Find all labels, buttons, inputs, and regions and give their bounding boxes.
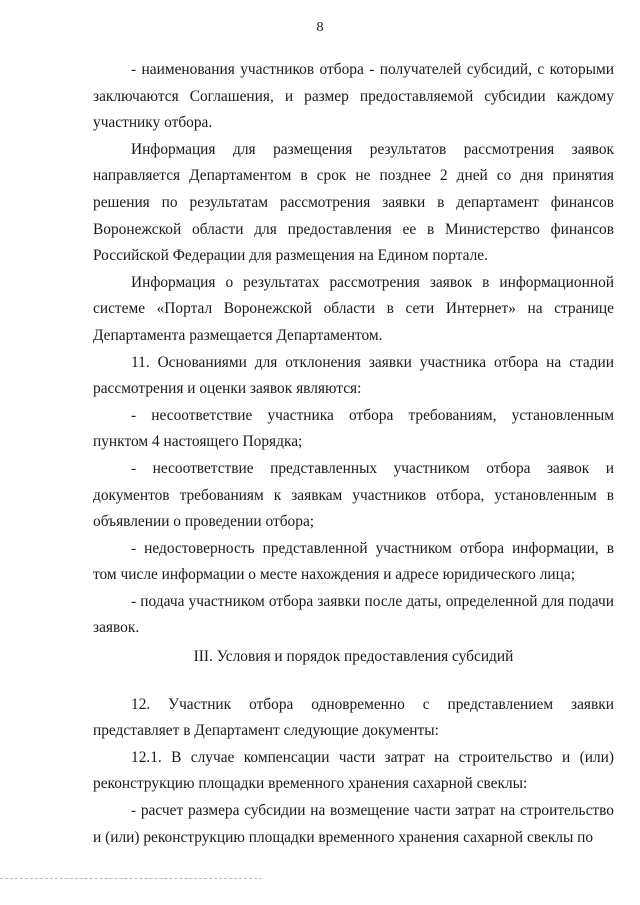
paragraph: - расчет размера субсидии на возмещение части затрат на строительство и (или) реконструкцию площадки временного хранения сахарной свеклы по bbox=[93, 802, 614, 846]
page-bottom-rule bbox=[0, 878, 262, 879]
paragraph: Информация о результатах рассмотрения заявок в информационной системе «Портал Воронежской области в сети Интернет» на странице Департамента размещается Департаментом. bbox=[93, 273, 614, 344]
paragraph: - несоответствие участника отбора требованиям, установленным пунктом 4 настоящего Порядка; bbox=[93, 406, 614, 451]
paragraph: - недостоверность представленной участником отбора информации, в том числе информации о месте нахождения и адресе юридического лица; bbox=[93, 539, 614, 584]
paragraph: 11. Основаниями для отклонения заявки участника отбора на стадии рассмотрения и оценки заявок являются: bbox=[93, 353, 614, 398]
paragraph: 12. Участник отбора одновременно с представлением заявки представляет в Департамент следующие документы: bbox=[93, 695, 614, 740]
paragraph: - несоответствие представленных участником отбора заявок и документов требованиям к заявкам участников отбора, установленным в объявлении о проведении отбора; bbox=[93, 459, 614, 531]
page-number: 8 bbox=[316, 20, 324, 35]
paragraph: - наименования участников отбора - получателей субсидий, с которыми заключаются Соглашения, и размер предоставляемой субсидии каждому участнику отбора. bbox=[93, 61, 614, 132]
paragraph: - подача участником отбора заявки после даты, определенной для подачи заявок. bbox=[93, 592, 614, 637]
paragraph: Информация для размещения результатов рассмотрения заявок направляется Департаментом в срок не позднее 2 дней со дня принятия решения по результатам рассмотрения заявки в департамент финансов Воронежской области для предоставления ее в Министерство финансов Российской Федерации для размещения на Едином портале. bbox=[93, 140, 614, 265]
document-body bbox=[93, 57, 614, 851]
section-heading: III. Условия и порядок предоставления субсидий bbox=[193, 648, 514, 666]
paragraph: 12.1. В случае компенсации части затрат на строительство и (или) реконструкцию площадки временного хранения сахарной свеклы: bbox=[93, 748, 614, 793]
